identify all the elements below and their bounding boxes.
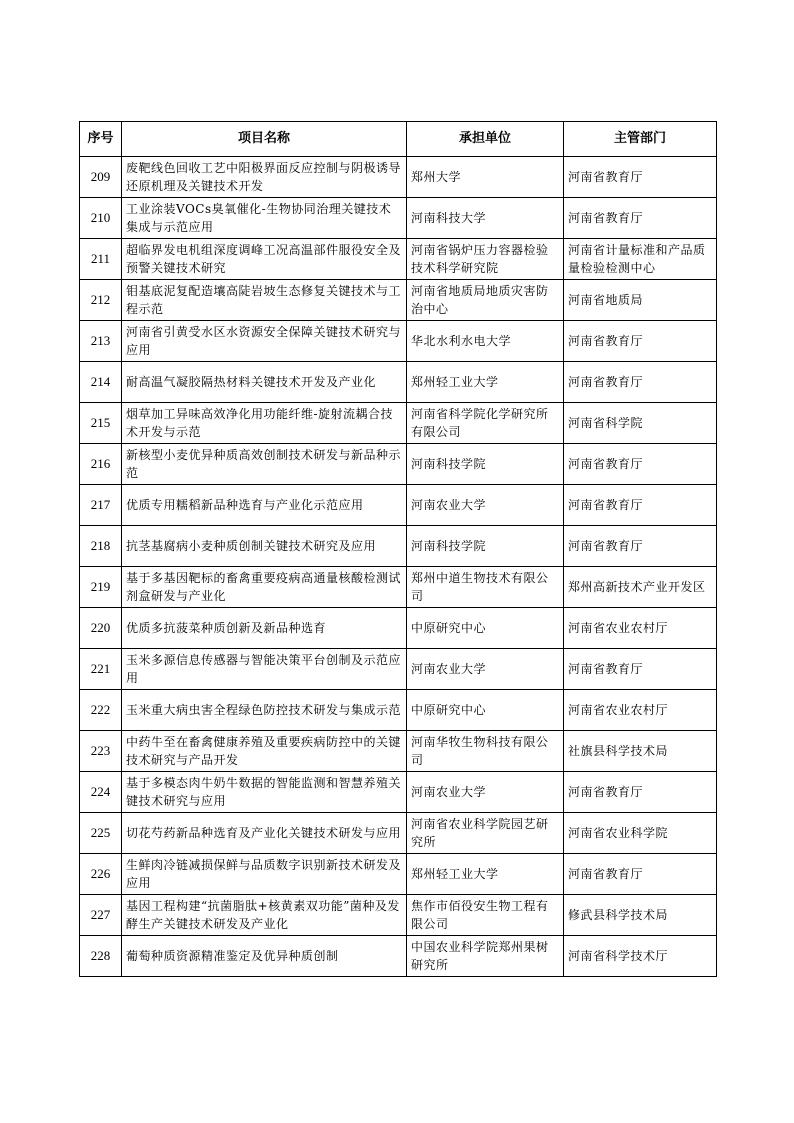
cell-undertaking-unit: 郑州中道生物技术有限公司 [407,567,564,608]
cell-competent-dept: 河南省农业科学院 [564,813,717,854]
cell-competent-dept: 河南省地质局 [564,280,717,321]
cell-project-name: 烟草加工异味高效净化用功能纤维-旋射流耦合技术开发与示范 [122,403,407,444]
cell-competent-dept: 河南省教育厅 [564,772,717,813]
cell-project-name: 河南省引黄受水区水资源安全保障关键技术研究与应用 [122,321,407,362]
cell-serial-no: 219 [80,567,122,608]
cell-undertaking-unit: 郑州大学 [407,157,564,198]
cell-project-name: 生鲜肉冷链减损保鲜与品质数字识别新技术研发及应用 [122,854,407,895]
cell-project-name: 玉米多源信息传感器与智能决策平台创制及示范应用 [122,649,407,690]
table-row [80,813,717,854]
cell-undertaking-unit: 焦作市佰役安生物工程有限公司 [407,895,564,936]
cell-undertaking-unit: 郑州轻工业大学 [407,362,564,403]
cell-competent-dept: 河南省教育厅 [564,362,717,403]
cell-competent-dept: 河南省科学技术厅 [564,936,717,977]
table-row [80,526,717,567]
cell-undertaking-unit: 河南省地质局地质灾害防治中心 [407,280,564,321]
cell-undertaking-unit: 河南科技学院 [407,526,564,567]
cell-serial-no: 218 [80,526,122,567]
cell-undertaking-unit: 郑州轻工业大学 [407,854,564,895]
cell-serial-no: 227 [80,895,122,936]
table-body [80,157,717,977]
cell-undertaking-unit: 中原研究中心 [407,608,564,649]
cell-competent-dept: 河南省教育厅 [564,444,717,485]
cell-serial-no: 211 [80,239,122,280]
cell-project-name: 基因工程构建“抗菌脂肽+核黄素双功能”菌种及发酵生产关键技术研发及产业化 [122,895,407,936]
table-row [80,321,717,362]
cell-serial-no: 209 [80,157,122,198]
cell-serial-no: 226 [80,854,122,895]
cell-serial-no: 228 [80,936,122,977]
cell-serial-no: 223 [80,731,122,772]
cell-project-name: 基于多模态肉牛奶牛数据的智能监测和智慧养殖关键技术研究与应用 [122,772,407,813]
table-row [80,772,717,813]
table-row [80,690,717,731]
cell-undertaking-unit: 河南省科学院化学研究所有限公司 [407,403,564,444]
cell-competent-dept: 修武县科学技术局 [564,895,717,936]
cell-undertaking-unit: 华北水利水电大学 [407,321,564,362]
table-row [80,239,717,280]
table-row [80,280,717,321]
cell-project-name: 新核型小麦优异种质高效创制技术研发与新品种示范 [122,444,407,485]
cell-serial-no: 216 [80,444,122,485]
cell-project-name: 优质多抗菠菜种质创新及新品种选育 [122,608,407,649]
cell-serial-no: 225 [80,813,122,854]
cell-undertaking-unit: 中原研究中心 [407,690,564,731]
header-undertaking-unit: 承担单位 [407,122,564,157]
cell-competent-dept: 河南省教育厅 [564,321,717,362]
cell-undertaking-unit: 河南科技学院 [407,444,564,485]
cell-serial-no: 224 [80,772,122,813]
table-row [80,403,717,444]
cell-undertaking-unit: 河南农业大学 [407,649,564,690]
cell-undertaking-unit: 河南省农业科学院园艺研究所 [407,813,564,854]
project-table [79,121,717,977]
cell-undertaking-unit: 河南农业大学 [407,485,564,526]
table-row [80,854,717,895]
cell-serial-no: 212 [80,280,122,321]
table-row [80,895,717,936]
cell-serial-no: 214 [80,362,122,403]
table-row [80,731,717,772]
cell-competent-dept: 郑州高新技术产业开发区 [564,567,717,608]
cell-competent-dept: 河南省教育厅 [564,649,717,690]
cell-project-name: 葡萄种质资源精准鉴定及优异种质创制 [122,936,407,977]
cell-competent-dept: 河南省教育厅 [564,854,717,895]
table-header [80,122,717,157]
cell-project-name: 废靶线色回收工艺中阳极界面反应控制与阴极诱导还原机理及关键技术开发 [122,157,407,198]
cell-project-name: 玉米重大病虫害全程绿色防控技术研发与集成示范 [122,690,407,731]
cell-undertaking-unit: 中国农业科学院郑州果树研究所 [407,936,564,977]
table-row [80,198,717,239]
cell-competent-dept: 河南省科学院 [564,403,717,444]
cell-competent-dept: 河南省教育厅 [564,526,717,567]
cell-project-name: 抗茎基腐病小麦种质创制关键技术研究及应用 [122,526,407,567]
cell-competent-dept: 河南省教育厅 [564,485,717,526]
cell-serial-no: 222 [80,690,122,731]
cell-project-name: 超临界发电机组深度调峰工况高温部件服役安全及预警关键技术研究 [122,239,407,280]
cell-project-name: 工业涂装VOCs臭氧催化-生物协同治理关键技术集成与示范应用 [122,198,407,239]
header-row [80,122,717,157]
cell-undertaking-unit: 河南华牧生物科技有限公司 [407,731,564,772]
cell-serial-no: 210 [80,198,122,239]
cell-competent-dept: 河南省农业农村厅 [564,608,717,649]
cell-undertaking-unit: 河南省锅炉压力容器检验技术科学研究院 [407,239,564,280]
cell-serial-no: 221 [80,649,122,690]
table-row [80,567,717,608]
cell-serial-no: 213 [80,321,122,362]
header-serial-no: 序号 [80,122,122,157]
cell-project-name: 钼基底泥复配造壤高陡岩坡生态修复关键技术与工程示范 [122,280,407,321]
table-row [80,444,717,485]
cell-project-name: 优质专用糯稻新品种选育与产业化示范应用 [122,485,407,526]
table-row [80,485,717,526]
cell-competent-dept: 河南省农业农村厅 [564,690,717,731]
cell-project-name: 基于多基因靶标的畜禽重要疫病高通量核酸检测试剂盒研发与产业化 [122,567,407,608]
cell-competent-dept: 河南省计量标准和产品质量检验检测中心 [564,239,717,280]
table-row [80,157,717,198]
cell-serial-no: 217 [80,485,122,526]
table-row [80,649,717,690]
cell-competent-dept: 河南省教育厅 [564,198,717,239]
header-project-name: 项目名称 [122,122,407,157]
cell-competent-dept: 社旗县科学技术局 [564,731,717,772]
cell-undertaking-unit: 河南科技大学 [407,198,564,239]
table-row [80,608,717,649]
cell-project-name: 耐高温气凝胶隔热材料关键技术开发及产业化 [122,362,407,403]
cell-project-name: 中药牛至在畜禽健康养殖及重要疾病防控中的关键技术研究与产品开发 [122,731,407,772]
table-row [80,362,717,403]
cell-undertaking-unit: 河南农业大学 [407,772,564,813]
cell-competent-dept: 河南省教育厅 [564,157,717,198]
cell-serial-no: 220 [80,608,122,649]
cell-project-name: 切花芍药新品种选育及产业化关键技术研发与应用 [122,813,407,854]
header-competent-dept: 主管部门 [564,122,717,157]
cell-serial-no: 215 [80,403,122,444]
table-row [80,936,717,977]
